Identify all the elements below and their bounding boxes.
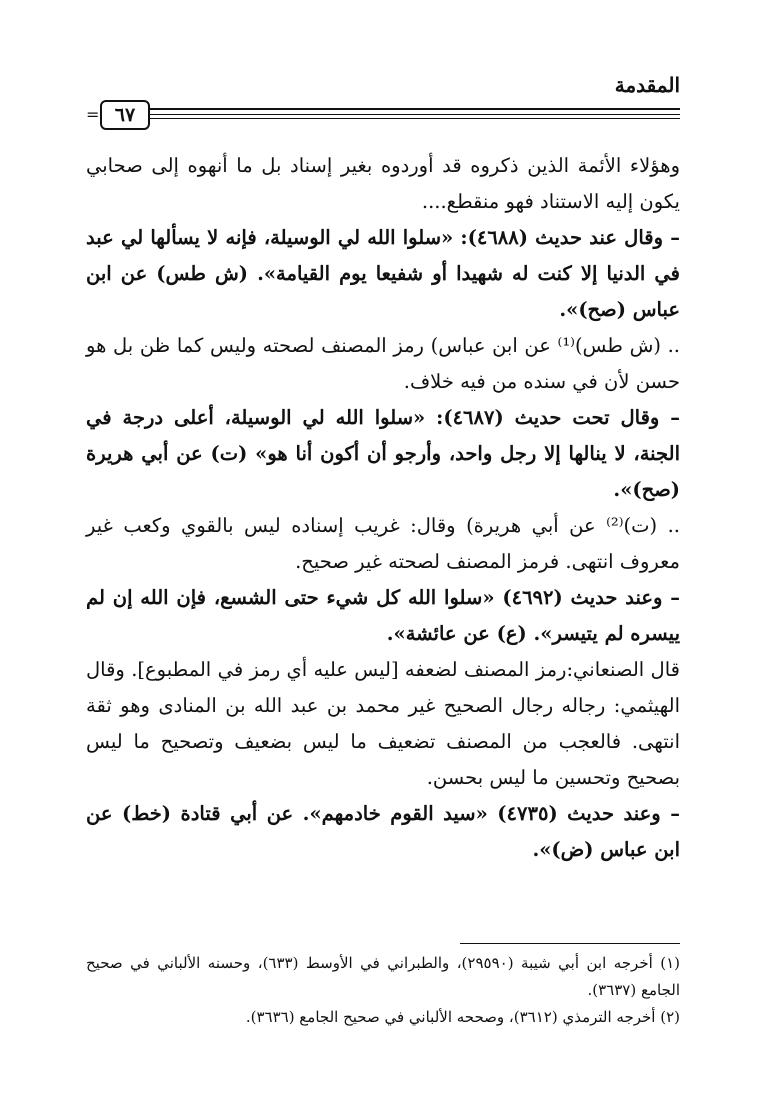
hadith-entry-4688: – وقال عند حديث (٤٦٨٨): «سلوا الله لي الوسيلة، فإنه لا يسألها لي عبد في الدنيا إلا كنت له شهيدا أو شفيعا يوم القيامة». (ش طس) عن ابن عباس (صح)». [86,226,680,321]
commentary-4692: قال الصنعاني:رمز المصنف لضعفه [ليس عليه أي رمز في المطبوع]. وقال الهيثمي: رجاله رجال الصحيح غير محمد بن عبد الله بن المنادى وهو ثقة انتهى. فالعجب من المصنف تضعيف ما ليس بضعيف وتصحيح ما ليس بصحيح وتحسين ما ليس بحسن. [86,658,680,789]
commentary-4687: .. (ت)⁽²⁾ عن أبي هريرة) وقال: غريب إسناده ليس بالقوي وكعب غير معروف انتهى. فرمز المصنف لصحته غير صحيح. [86,514,680,573]
footnote-divider [460,943,680,944]
footnotes [86,950,680,1031]
paragraph-intro: وهؤلاء الأئمة الذين ذكروه قد أوردوه بغير إسناد بل ما أنهوه إلى صحابي يكون إليه الاستناد فهو منقطع.... [86,154,680,213]
footnote-2: (٢) أخرجه الترمذي (٣٦١٢)، وصححه الألباني في صحيح الجامع (٣٦٣٦). [245,1008,680,1026]
running-title: المقدمة [614,73,680,97]
header-line [148,118,680,119]
hadith-entry-4687: – وقال تحت حديث (٤٦٨٧): «سلوا الله لي الوسيلة، أعلى درجة في الجنة، لا ينالها إلا رجل واحد، وأرجو أن أكون أنا هو» (ت) عن أبي هريرة (صح)». [86,406,680,501]
header-rule [86,100,680,136]
commentary-4688: .. (ش طس)⁽¹⁾ عن ابن عباس) رمز المصنف لصحته وليس كما ظن بل هو حسن لأن في سنده من فيه خلاف. [86,334,681,393]
footnote-1: (١) أخرجه ابن أبي شيبة (٢٩٥٩٠)، والطبراني في الأوسط (٦٣٣)، وحسنه الألباني في صحيح الجامع (٣٦٣٧). [86,954,681,999]
header-line [148,114,680,115]
header-line [148,108,680,110]
header-ornament: = [86,105,100,124]
main-text [86,148,680,868]
page-number: ٦٧ [100,100,150,130]
hadith-entry-4692: – وعند حديث (٤٦٩٢) «سلوا الله كل شيء حتى الشسع، فإن الله إن لم ييسره لم يتيسر». (ع) عن عائشة». [86,586,680,645]
hadith-entry-4735: – وعند حديث (٤٧٣٥) «سيد القوم خادمهم». عن أبي قتادة (خط) عن ابن عباس (ض)». [86,802,680,861]
